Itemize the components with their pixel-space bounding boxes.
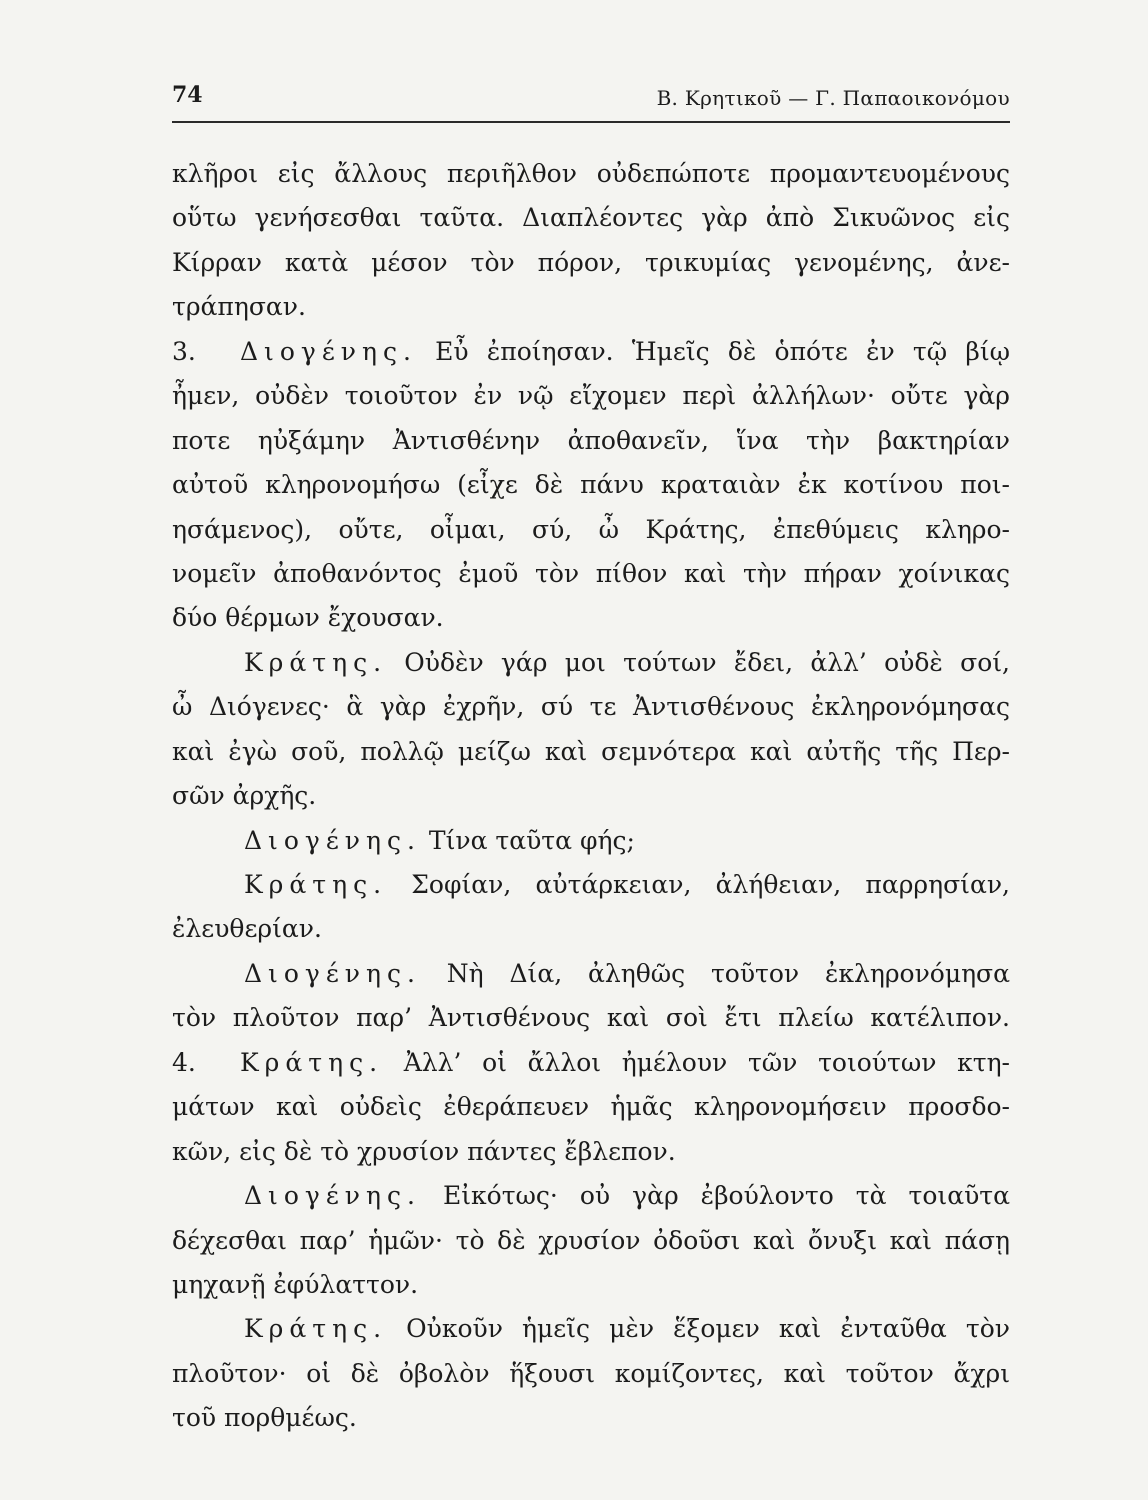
text-line xyxy=(172,463,1010,507)
line-text: Κίρραν κατὰ μέσον τὸν πόρον, τρικυμίας γενομένης, ἀνε- xyxy=(172,247,1010,277)
text-line xyxy=(172,374,1010,418)
text-line xyxy=(172,863,1010,907)
line-text: καὶ ἐγὼ σοῦ, πολλῷ μείζω καὶ σεμνότερα καὶ αὐτῆς τῆς Περ- xyxy=(172,736,1010,766)
line-text: τὸν πλοῦτον παρ’ Ἀντισθένους καὶ σοὶ ἔτι πλείω κατέλιπον. xyxy=(172,1003,1010,1033)
line-text: Νὴ Δία, ἀληθῶς τοῦτον ἐκληρονόμησα xyxy=(446,958,1010,988)
line-text: Ἀλλ’ οἱ ἄλλοι ἠμέλουν τῶν τοιούτων κτη- xyxy=(403,1047,1010,1077)
text-line xyxy=(172,596,1010,640)
running-head: Β. Κρητικοῦ — Γ. Παπαοικονόμου xyxy=(656,86,1010,110)
line-text: κλῆροι εἰς ἄλλους περιῆλθον οὐδεπώποτε προμαντευομένους xyxy=(172,159,1010,188)
line-text: δέχεσθαι παρ’ ἡμῶν· τὸ δὲ χρυσίον ὀδοῦσι καὶ ὄνυξι καὶ πάσῃ xyxy=(172,1225,1010,1255)
text-line xyxy=(172,419,1010,463)
line-text: ἦμεν, οὐδὲν τοιοῦτον ἐν νῷ εἴχομεν περὶ ἀλλήλων· οὔτε γὰρ xyxy=(172,381,1010,411)
page-number: 74 xyxy=(172,82,203,108)
line-text: τοῦ πορθμέως. xyxy=(172,1403,357,1433)
line-text: Σοφίαν, αὐτάρκειαν, ἀλήθειαν, παρρησίαν, xyxy=(411,870,1010,899)
text-line xyxy=(172,508,1010,552)
line-text: οὕτω γενήσεσθαι ταῦτα. Διαπλέοντες γὰρ ἀπὸ Σικυῶνος εἰς xyxy=(172,203,1010,233)
text-line xyxy=(172,1307,1010,1351)
text-line xyxy=(172,1396,1010,1440)
text-line xyxy=(172,907,1010,951)
header-rule xyxy=(172,121,1010,123)
text-line xyxy=(172,1219,1010,1263)
text-line xyxy=(172,685,1010,729)
text-line xyxy=(172,285,1010,329)
line-text: τράπησαν. xyxy=(172,292,306,322)
text-line xyxy=(172,241,1010,285)
text-line xyxy=(172,1263,1010,1307)
body-text xyxy=(172,152,1010,1441)
line-text: μάτων καὶ οὐδεὶς ἐθεράπευεν ἡμᾶς κληρονομήσειν προσδο- xyxy=(172,1092,1010,1122)
speaker-name: Διογένης. xyxy=(244,825,421,855)
text-line xyxy=(172,1041,1010,1085)
speaker-name: Κράτης. xyxy=(244,870,388,899)
line-text: ποτε ηὐξάμην Ἀντισθένην ἀποθανεῖν, ἵνα τὴν βακτηρίαν xyxy=(172,425,1010,455)
line-text: ησάμενος), οὔτε, οἶμαι, σύ, ὦ Κράτης, ἐπεθύμεις κληρο- xyxy=(172,514,1010,544)
speaker-name: Διογένης. xyxy=(244,1181,421,1211)
speaker-name: Διογένης. xyxy=(244,958,421,988)
speaker-name: Κράτης. xyxy=(244,1314,388,1344)
line-text: αὐτοῦ κληρονομήσω (εἶχε δὲ πάνυ κραταιὰν ἐκ κοτίνου ποι- xyxy=(172,470,1010,500)
text-line xyxy=(172,330,1010,374)
line-text: ἐλευθερίαν. xyxy=(172,914,322,944)
text-line xyxy=(172,730,1010,774)
text-line xyxy=(172,196,1010,240)
line-text: Εἰκότως· οὐ γὰρ ἐβούλοντο τὰ τοιαῦτα xyxy=(442,1181,1010,1211)
line-text: Τίνα ταῦτα φής; xyxy=(428,825,635,855)
section-number: 4. xyxy=(172,1047,196,1077)
page-header xyxy=(172,80,1010,116)
text-line xyxy=(172,1130,1010,1174)
text-line xyxy=(172,641,1010,685)
text-line xyxy=(172,152,1010,196)
text-line xyxy=(172,552,1010,596)
line-text: Εὖ ἐποίησαν. Ἡμεῖς δὲ ὁπότε ἐν τῷ βίῳ xyxy=(435,336,1011,366)
speaker-name: Διογένης. xyxy=(240,336,417,366)
line-text: πλοῦτον· οἱ δὲ ὀβολὸν ἥξουσι κομίζοντες, καὶ τοῦτον ἄχρι xyxy=(172,1358,1010,1388)
line-text: Οὐδὲν γάρ μοι τούτων ἔδει, ἀλλ’ οὐδὲ σοί, xyxy=(404,647,1010,677)
line-text: ὦ Διόγενες· ἃ γὰρ ἐχρῆν, σύ τε Ἀντισθένους ἐκληρονόμησας xyxy=(172,692,1010,722)
text-line xyxy=(172,1085,1010,1129)
line-text: δύο θέρμων ἔχουσαν. xyxy=(172,603,444,633)
line-text: μηχανῇ ἐφύλαττον. xyxy=(172,1269,419,1299)
line-text: σῶν ἀρχῆς. xyxy=(172,781,317,811)
text-line xyxy=(172,819,1010,863)
speaker-name: Κράτης. xyxy=(244,647,388,677)
text-line xyxy=(172,1174,1010,1218)
text-line xyxy=(172,1352,1010,1396)
line-text: κῶν, εἰς δὲ τὸ χρυσίον πάντες ἔβλεπον. xyxy=(172,1136,676,1166)
text-line xyxy=(172,996,1010,1040)
line-text: Οὐκοῦν ἡμεῖς μὲν ἕξομεν καὶ ἐνταῦθα τὸν xyxy=(406,1314,1010,1344)
section-number: 3. xyxy=(172,336,196,366)
line-text: νομεῖν ἀποθανόντος ἐμοῦ τὸν πίθον καὶ τὴν πήραν χοίνικας xyxy=(172,558,1010,588)
speaker-name: Κράτης. xyxy=(240,1047,384,1077)
text-line xyxy=(172,952,1010,996)
text-line xyxy=(172,774,1010,818)
